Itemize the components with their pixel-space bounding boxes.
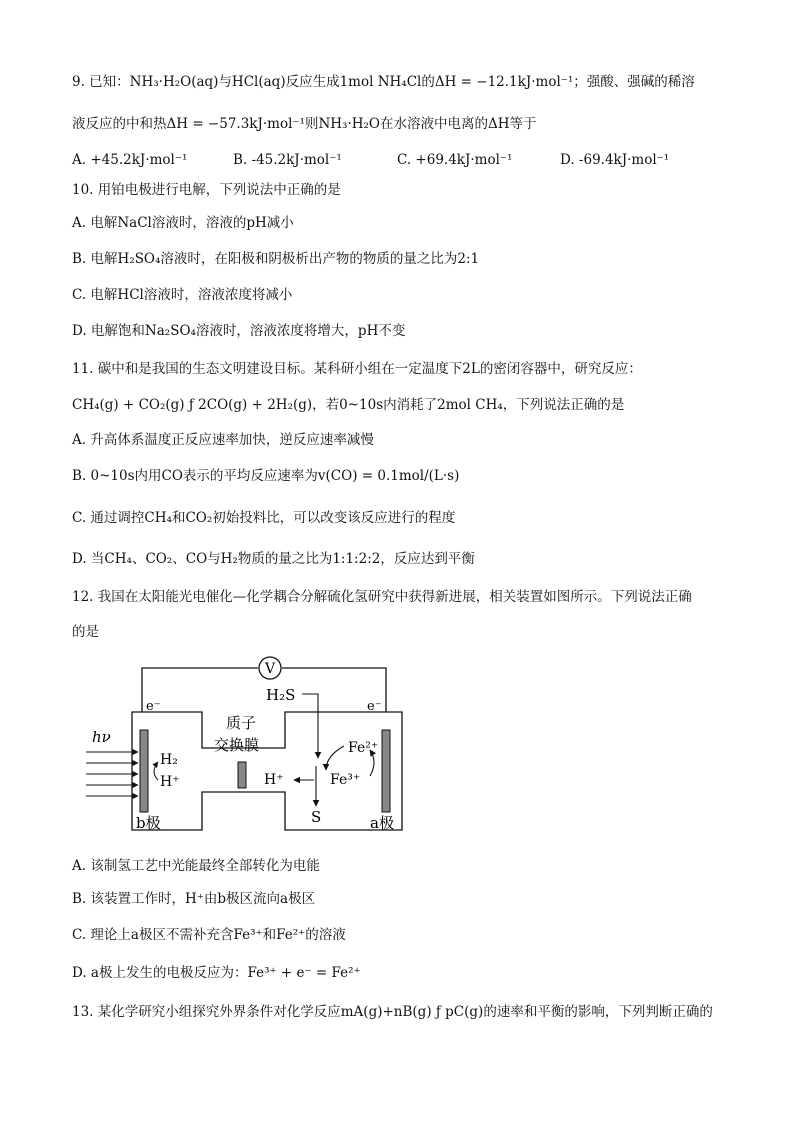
q11-option-d: D. 当CH₄、CO₂、CO与H₂物质的量之比为1:1:2:2，反应达到平衡 xyxy=(72,551,475,567)
electrode-a xyxy=(382,730,390,812)
q9-line1: 9. 已知：NH₃·H₂O(aq)与HCl(aq)反应生成1mol NH₄Cl的ΔH = −12.1kJ·mol⁻¹；强酸、强碱的稀溶 xyxy=(72,74,695,90)
membrane-label-1: 质子 xyxy=(226,714,257,732)
q12-option-a: A. 该制氢工艺中光能最终全部转化为电能 xyxy=(72,858,320,874)
q11-option-c: C. 通过调控CH₄和CO₂初始投料比，可以改变该反应进行的程度 xyxy=(72,510,456,526)
electron-left-label: e⁻ xyxy=(146,699,161,714)
hplus-left-label: H⁺ xyxy=(160,774,180,790)
h2s-label: H₂S xyxy=(266,686,296,704)
q9-line2: 液反应的中和热ΔH = −57.3kJ·mol⁻¹则NH₃·H₂O在水溶液中电离的ΔH等于 xyxy=(72,116,537,132)
q11-option-a: A. 升高体系温度正反应速率加快，逆反应速率减慢 xyxy=(72,432,374,448)
q11-line1: 11. 碳中和是我国的生态文明建设目标。某科研小组在一定温度下2L的密闭容器中，研究反应： xyxy=(72,361,642,377)
q10-option-d: D. 电解饱和Na₂SO₄溶液时，溶液浓度将增大，pH不变 xyxy=(72,323,406,339)
q13-line1: 13. 某化学研究小组探究外界条件对化学反应mA(g)+nB(g) ƒ pC(g)的速率和平衡的影响，下列判断正确的 xyxy=(72,1004,713,1020)
proton-exchange-membrane xyxy=(238,762,246,788)
fe2-label: Fe²⁺ xyxy=(348,740,379,756)
electron-right-label: e⁻ xyxy=(367,699,382,714)
q10-option-a: A. 电解NaCl溶液时，溶液的pH减小 xyxy=(72,215,294,231)
q12-option-c: C. 理论上a极区不需补充含Fe³⁺和Fe²⁺的溶液 xyxy=(72,927,346,943)
b-pole-label: b极 xyxy=(136,814,161,832)
fe3-label: Fe³⁺ xyxy=(330,772,361,788)
cell-outline xyxy=(132,712,402,830)
q12-option-b: B. 该装置工作时，H⁺由b极区流向a极区 xyxy=(72,891,316,907)
electrode-b xyxy=(140,730,148,812)
sulfur-label: S xyxy=(311,808,322,826)
q9-option-b: B. -45.2kJ·mol⁻¹ xyxy=(233,152,342,168)
q9-option-a: A. +45.2kJ·mol⁻¹ xyxy=(72,152,188,168)
voltmeter-label: V xyxy=(265,661,276,677)
a-pole-label: a极 xyxy=(370,814,394,832)
q12-line2: 的是 xyxy=(72,624,99,640)
q11-option-b: B. 0~10s内用CO表示的平均反应速率为v(CO) = 0.1mol/(L·s) xyxy=(72,468,460,484)
electrolysis-diagram xyxy=(80,650,420,840)
membrane-label-2: 交换膜 xyxy=(214,736,260,754)
q12-line1: 12. 我国在太阳能光电催化—化学耦合分解硫化氢研究中获得新进展，相关装置如图所示。下列说法正确 xyxy=(72,589,692,605)
q10-option-b: B. 电解H₂SO₄溶液时，在阳极和阴极析出产物的物质的量之比为2:1 xyxy=(72,251,480,267)
q10-option-c: C. 电解HCl溶液时，溶液浓度将减小 xyxy=(72,287,293,303)
q10-stem: 10. 用铂电极进行电解，下列说法中正确的是 xyxy=(72,182,341,198)
light-label: hν xyxy=(92,728,111,746)
q9-option-c: C. +69.4kJ·mol⁻¹ xyxy=(397,152,513,168)
q12-option-d: D. a极上发生的电极反应为：Fe³⁺ + e⁻ = Fe²⁺ xyxy=(72,965,361,981)
hplus-right-label: H⁺ xyxy=(264,772,284,788)
h2-label: H₂ xyxy=(160,752,178,768)
q11-line2: CH₄(g) + CO₂(g) ƒ 2CO(g) + 2H₂(g)，若0~10s内消耗了2mol CH₄，下列说法正确的是 xyxy=(72,397,625,413)
q9-option-d: D. -69.4kJ·mol⁻¹ xyxy=(560,152,670,168)
